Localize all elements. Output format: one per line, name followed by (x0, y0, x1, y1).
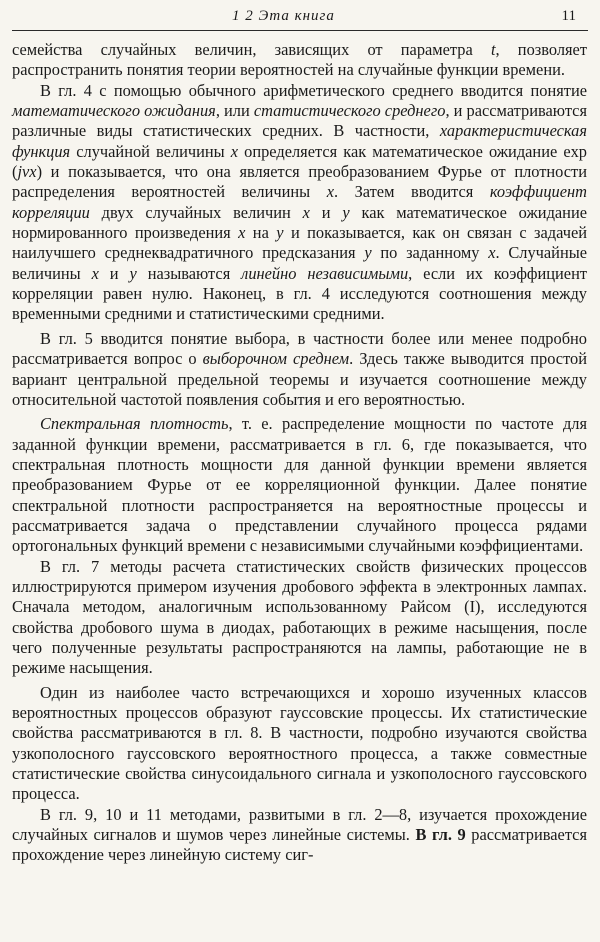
header-rule (12, 30, 588, 31)
paragraph (12, 81, 587, 325)
text-run: . Затем вводится (333, 182, 490, 202)
running-head (0, 4, 600, 30)
italic-term: x (488, 243, 496, 263)
text-run: определяется как математическое ожидание exp ( (12, 141, 587, 182)
italic-term: математического ожидания (12, 101, 216, 121)
text-run: В гл. 9, 10 и 11 методами, развитыми в гл. 2—8, изучается прохождение случайных сигналов и шумов через линейные системы. (12, 804, 587, 845)
text-run: . Случайные величины (12, 243, 587, 283)
text-run: рассматривается прохождение через линейную систему сиг- (12, 825, 587, 865)
italic-term: x (302, 202, 310, 222)
italic-term: коэффициент корреляции (12, 182, 587, 222)
text-run: , позволяет распространить понятия теории вероятностей на случайные функции времени. (12, 40, 587, 80)
paragraph (12, 557, 587, 679)
text-run: , и рассматриваются различные виды статистических средних. В частности, (12, 101, 587, 141)
bold-text: В гл. 9 (415, 825, 466, 845)
text-run: Один из наиболее часто встречающихся и хорошо изученных классов вероятностных процессов образуют гауссовские процессы. Их статистические свойства рассматриваются в гл. 8. В частности, подробно изучаются свойства узкополосного гауссовского вероятностного процесса, а также совместные статистические свойства синусоидального сигнала и узкополосного гауссовского процесса. (12, 682, 587, 804)
text-run: случайной величины (70, 141, 231, 161)
italic-term: jvx (17, 162, 37, 182)
paragraph (12, 683, 587, 805)
italic-term: характеристическая функция (12, 121, 587, 161)
text-run: В гл. 7 методы расчета статистических свойств физических процессов иллюстрируются примером изучения дробового эффекта в электронных лампах. Сначала методом, аналогичным использованному Райсом (I), исследуются свойства дробового шума в диодах, работающих в режиме насыщения, после чего полученные результаты распространяются на лампы, работающие не в режиме насыщения. (12, 556, 587, 678)
italic-term: статистического среднего (253, 101, 446, 121)
text-run: В гл. 4 с помощью обычного арифметического среднего вводится понятие (40, 80, 587, 100)
text-run: , если их коэффициент корреляции равен нулю. Наконец, в гл. 4 исследуются соотношения между временными средними и статистическими средними. (12, 263, 588, 324)
paragraph (12, 40, 587, 81)
text-run: как математическое ожидание нормированного произведения (12, 202, 588, 243)
section-title: 1 2 Эта книга (232, 8, 335, 24)
text-run: и (98, 263, 130, 283)
body-text (12, 40, 587, 866)
italic-term: x (238, 223, 246, 243)
italic-term: y (364, 243, 372, 263)
italic-term: линейно независимыми (241, 263, 409, 283)
paragraph (12, 329, 587, 410)
italic-term: t (490, 40, 496, 59)
italic-term: x (326, 182, 334, 202)
italic-term: x (230, 141, 239, 161)
text-run: называются (136, 263, 242, 283)
italic-term: выборочном среднем (202, 349, 350, 369)
text-run: двух случайных величин (89, 202, 303, 222)
text-run: семейства случайных величин, зависящих от параметра (12, 40, 491, 59)
italic-term: x (91, 263, 99, 283)
text-run: В гл. 5 вводится понятие выбора, в частности более или менее подробно рассматривается вопрос о (12, 328, 587, 369)
italic-term: Спектральная плотность (40, 414, 229, 434)
text-run: . Здесь также выводится простой вариант центральной предельной теоремы и изучается соотношение между относительной частотой появления события и его вероятностью. (12, 349, 587, 409)
italic-term: y (342, 202, 350, 222)
page-number: 11 (561, 8, 576, 24)
text-run: , т. е. распределение мощности по частоте для заданной функции времени, рассматривается в гл. 6, где показывается, что спектральная плотность мощности для данной функции времени является преобразованием Фурье от ее корреляционной функции. Далее понятие спектральной плотности распространяется на вероятностные процессы и рассматривается задача о представлении случайного процесса рядами ортогональных функций времени с независимыми случайными коэффициентами. (12, 414, 587, 556)
text-run: ) и показывается, что она является преобразованием Фурье от плотности распределения вероятностей величины (12, 162, 587, 202)
text-run: на (245, 223, 277, 243)
text-run: и (309, 202, 343, 222)
text-run: и показывается, как он связан с задачей наилучшего среднеквадратичного предсказания (12, 223, 588, 263)
text-run: по заданному (371, 243, 489, 263)
paragraph (12, 414, 587, 556)
italic-term: y (276, 223, 284, 243)
paragraph (12, 805, 587, 866)
text-run: , или (215, 101, 254, 121)
italic-term: y (129, 263, 137, 283)
